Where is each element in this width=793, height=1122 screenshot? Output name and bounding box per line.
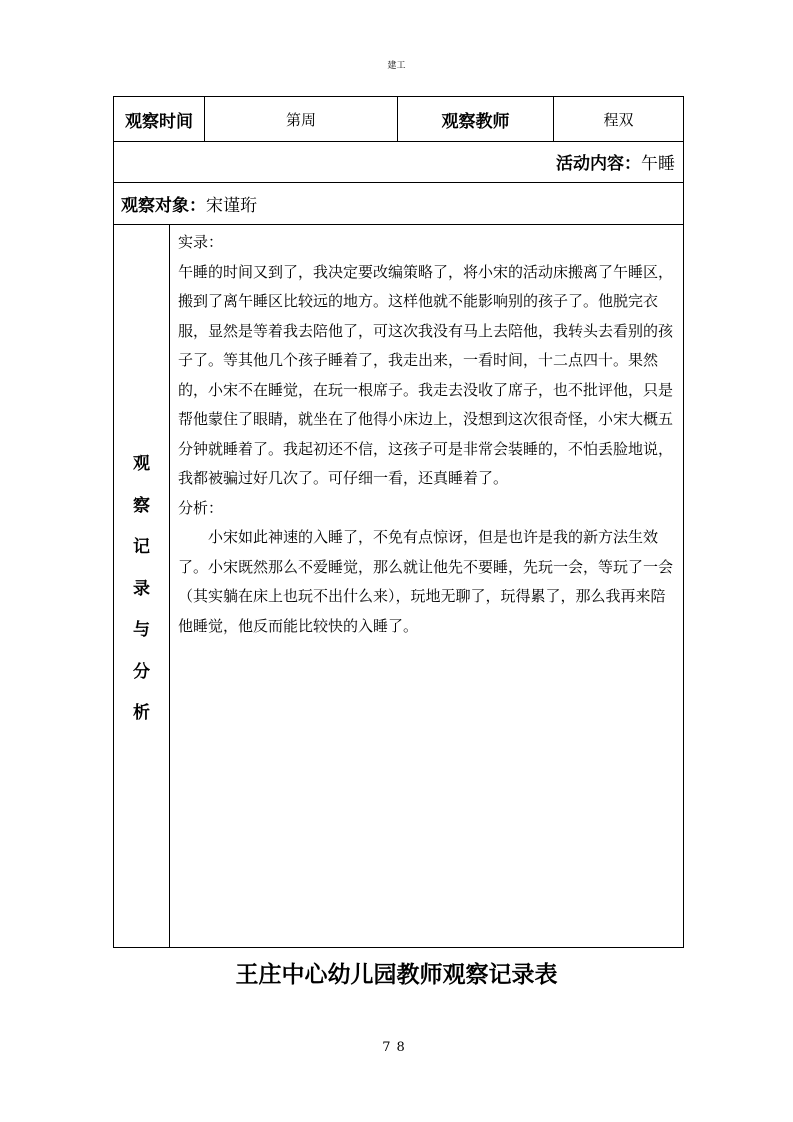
table-row-activity xyxy=(114,141,683,183)
record-side-label: 观 察 记 录 与 分 析 xyxy=(133,454,150,723)
observation-table xyxy=(113,96,684,948)
record-side-cell xyxy=(114,224,170,947)
subject-label: 观察对象： xyxy=(121,195,206,216)
page-header: 建工 xyxy=(387,61,406,71)
subject-value: 宋谨珩 xyxy=(206,195,257,216)
observation-time-label: 观察时间 xyxy=(125,111,193,132)
table-row-meta xyxy=(114,97,683,142)
analysis-text: 小宋如此神速的入睡了，不免有点惊讶，但是也许是我的新方法生效了。小宋既然那么不爱睡觉，那么就让他先不要睡，先玩一会，等玩了一会（其实躺在床上也玩不出什么来），玩地无聊了，玩得累了，那么我再来陪他睡觉，他反而能比较快的入睡了。 xyxy=(178,528,674,635)
activity-label: 活动内容： xyxy=(556,154,641,174)
observation-time-value: 第周 xyxy=(285,110,316,129)
record-text: 午睡的时间又到了，我决定要改编策略了，将小宋的活动床搬离了午睡区，搬到了离午睡区比较远的地方。这样他就不能影响别的孩子了。他脱完衣服，显然是等着我去陪他了，可这次我没有马上去陪他，我转头去看别的孩子了。等其他几个孩子睡着了，我走出来，一看时间，十二点四十。果然的，小宋不在睡觉，在玩一根席子。我走去没收了席子，也不批评他，只是帮他蒙住了眼睛，就坐在了他得小床边上，没想到这次很奇怪，小宋大概五分钟就睡着了。我起初还不信，这孩子可是非常会装睡的，不怕丢脸地说，我都被骗过好几次了。可仔细一看，还真睡着了。 xyxy=(178,262,674,487)
observation-teacher-value: 程双 xyxy=(603,110,634,129)
record-content xyxy=(178,228,678,641)
observation-teacher-label: 观察教师 xyxy=(441,111,510,132)
page-number: 78 xyxy=(382,1040,411,1055)
table-row-record xyxy=(114,224,683,947)
activity-value: 午睡 xyxy=(641,154,675,174)
record-heading: 实录： xyxy=(178,233,224,251)
document-title: 王庄中心幼儿园教师观察记录表 xyxy=(235,961,558,988)
analysis-heading: 分析： xyxy=(178,498,224,517)
table-row-subject xyxy=(114,182,683,225)
